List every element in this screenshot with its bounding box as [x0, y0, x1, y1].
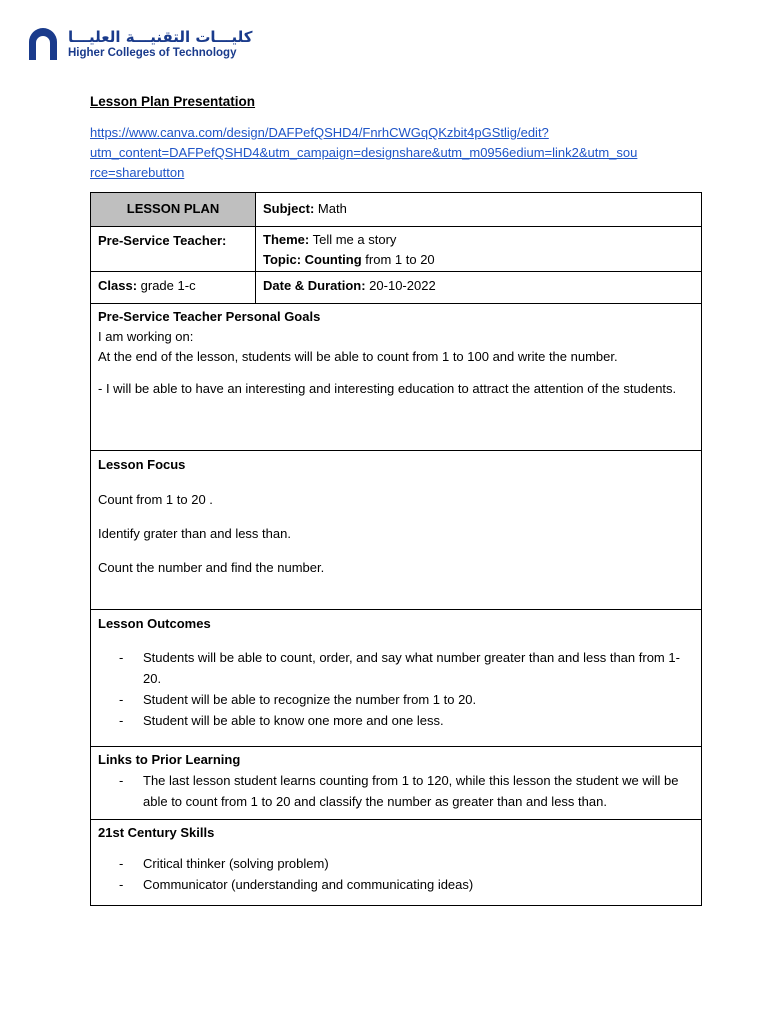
lesson-plan-header: LESSON PLAN [91, 193, 256, 227]
skills-list [98, 853, 694, 895]
arch-logo-icon [26, 26, 60, 62]
topic-label: Topic: Counting [263, 252, 362, 267]
logo-english: Higher Colleges of Technology [68, 46, 237, 59]
document-title: Lesson Plan Presentation [90, 94, 256, 109]
date-label: Date & Duration: [263, 278, 366, 293]
class-value: grade 1-c [137, 278, 196, 293]
row-focus [91, 451, 702, 610]
theme-label: Theme: [263, 232, 310, 247]
class-cell [91, 272, 256, 304]
goals-line-2: At the end of the lesson, students will be able to count from 1 to 100 and write the number. [98, 349, 618, 364]
focus-item-3: Count the number and find the number. [98, 560, 325, 575]
row-skills [91, 820, 702, 906]
teacher-label: Pre-Service Teacher: [91, 227, 256, 272]
row-lesson-plan [91, 193, 702, 227]
outcome-item-3: - Student will be able to know one more and one less. [98, 710, 694, 731]
subject-value: Math [314, 201, 347, 216]
skills-cell [91, 820, 702, 906]
focus-item-1: Count from 1 to 20 . [98, 492, 213, 507]
logo-text [68, 29, 252, 60]
link-line-2[interactable]: utm_content=DAFPefQSHD4&utm_campaign=designshare&utm_m0956edium=link2&utm_sou [90, 145, 638, 160]
focus-item-2: Identify grater than and less than. [98, 526, 291, 541]
row-goals [91, 304, 702, 451]
outcome-item-2: - Student will be able to recognize the number from 1 to 20. [98, 689, 694, 710]
focus-cell [91, 451, 702, 610]
subject-cell [256, 193, 702, 227]
focus-title: Lesson Focus [98, 457, 186, 472]
theme-value: Tell me a story [309, 232, 397, 247]
date-cell [256, 272, 702, 304]
prior-title: Links to Prior Learning [98, 752, 241, 767]
logo-arabic: كليـــات التقنيـــة العليـــا [68, 27, 253, 46]
skills-title: 21st Century Skills [98, 825, 215, 840]
hct-logo [26, 26, 252, 62]
row-class [91, 272, 702, 304]
link-line-1[interactable]: https://www.canva.com/design/DAFPefQSHD4/FnrhCWGqQKzbit4pGStlig/edit? [90, 125, 549, 140]
skill-item-1: - Critical thinker (solving problem) [98, 853, 694, 874]
lesson-plan-table [90, 192, 702, 906]
goals-line-3: - I will be able to have an interesting and interesting education to attract the attention of the students. [98, 381, 677, 396]
outcomes-cell [91, 610, 702, 747]
goals-line-1: I am working on: [98, 329, 194, 344]
link-line-3[interactable]: rce=sharebutton [90, 165, 185, 180]
date-value: 20-10-2022 [365, 278, 436, 293]
outcomes-title: Lesson Outcomes [98, 616, 211, 631]
goals-cell [91, 304, 702, 451]
row-prior [91, 747, 702, 820]
theme-topic-cell [256, 227, 702, 272]
outcomes-list [98, 647, 694, 731]
canva-link[interactable] [90, 123, 690, 183]
class-label: Class: [98, 278, 138, 293]
row-outcomes [91, 610, 702, 747]
row-teacher [91, 227, 702, 272]
outcome-item-1: - Students will be able to count, order, and say what number greater than and less than from 1-20. [98, 647, 694, 689]
subject-label: Subject: [263, 201, 315, 216]
skill-item-2: - Communicator (understanding and communicating ideas) [98, 874, 694, 895]
prior-list [98, 770, 694, 812]
goals-title: Pre-Service Teacher Personal Goals [98, 309, 321, 324]
prior-cell [91, 747, 702, 820]
prior-item-1: - The last lesson student learns counting from 1 to 120, while this lesson the student we will be able to count from 1 to 20 and classify the number as greater than and less than. [98, 770, 694, 812]
topic-value: from 1 to 20 [361, 252, 435, 267]
